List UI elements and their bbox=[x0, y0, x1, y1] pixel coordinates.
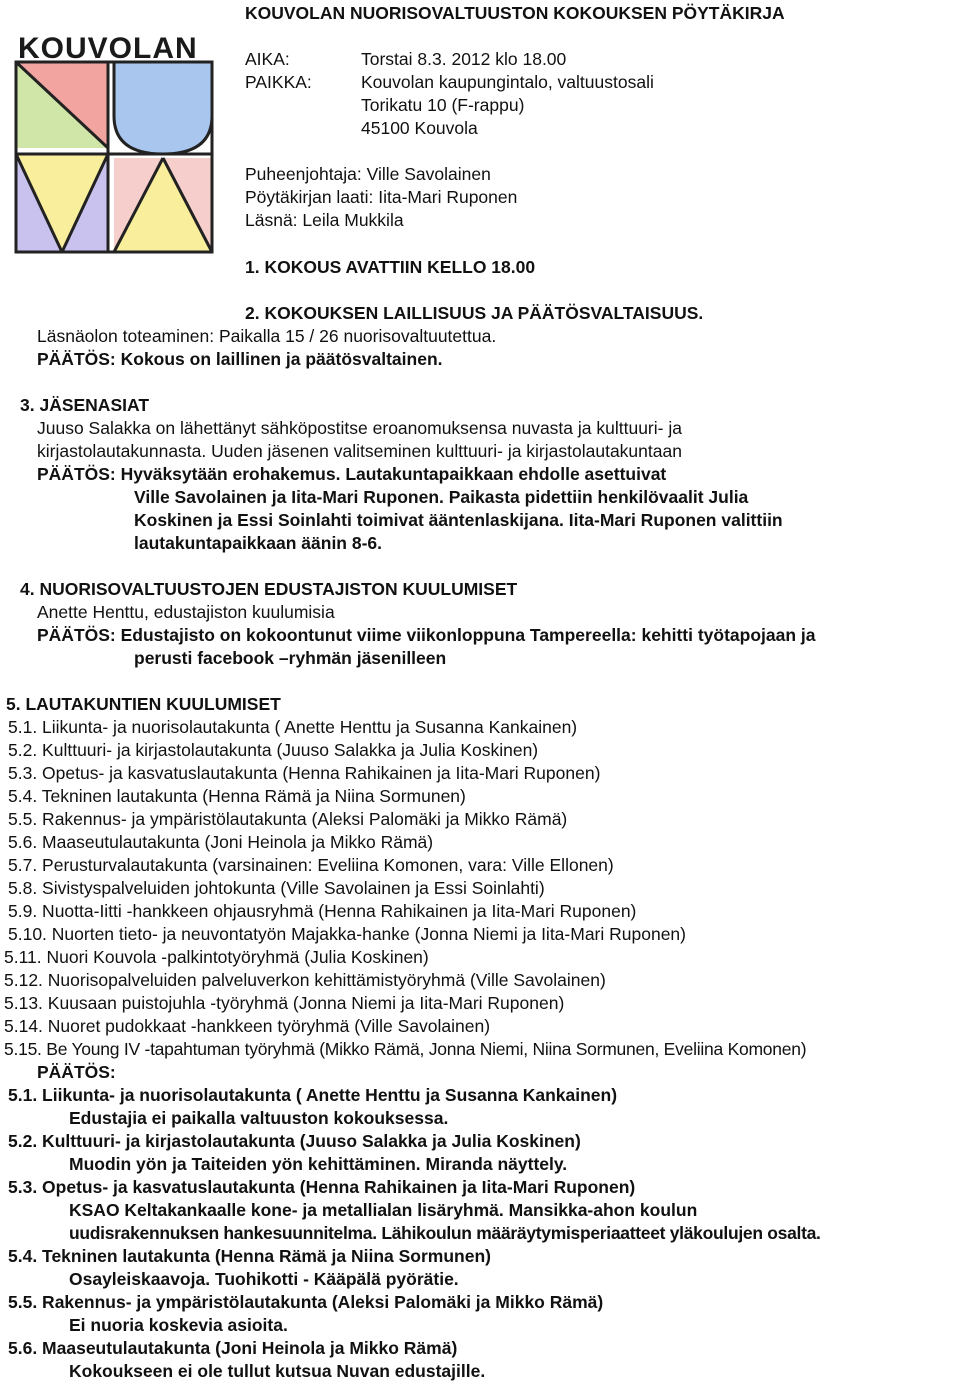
decision-title: 5.6. Maaseutulautakunta (Joni Heinola ja Mikko Rämä) bbox=[8, 1338, 458, 1358]
committee-item: 5.8. Sivistyspalveluiden johtokunta (Ville Savolainen ja Essi Soinlahti) bbox=[8, 878, 545, 898]
section-4-decision-2: perusti facebook –ryhmän jäsenilleen bbox=[134, 648, 447, 668]
committee-item: 5.15. Be Young IV -tapahtuman työryhmä (Mikko Rämä, Jonna Niemi, Niina Sormunen, Eveliina Komonen) bbox=[4, 1039, 807, 1059]
decision-title: 5.1. Liikunta- ja nuorisolautakunta ( Anette Henttu ja Susanna Kankainen) bbox=[8, 1085, 618, 1105]
section-4-text: Anette Henttu, edustajiston kuulumisia bbox=[37, 602, 335, 622]
logo-blue-u bbox=[114, 62, 212, 154]
decision-text: Kokoukseen ei ole tullut kutsua Nuvan edustajille. bbox=[69, 1361, 486, 1381]
section-3-decision-3: Koskinen ja Essi Soinlahti toimivat ääntenlaskijana. Iita-Mari Ruponen valittiin bbox=[134, 510, 783, 530]
committee-item: 5.4. Tekninen lautakunta (Henna Rämä ja Niina Sormunen) bbox=[8, 786, 466, 806]
committee-item: 5.12. Nuorisopalveluiden palveluverkon kehittämistyöryhmä (Ville Savolainen) bbox=[4, 970, 606, 990]
committee-item: 5.3. Opetus- ja kasvatuslautakunta (Henna Rahikainen ja Iita-Mari Ruponen) bbox=[8, 763, 601, 783]
section-3-text-2: kirjastolautakunnasta. Uuden jäsenen valitseminen kulttuuri- ja kirjastolautakuntaan bbox=[37, 441, 682, 461]
paikka-label: PAIKKA: bbox=[245, 72, 312, 92]
decision-text: Edustajia ei paikalla valtuuston kokouksessa. bbox=[69, 1108, 449, 1128]
section-2-heading: 2. KOKOUKSEN LAILLISUUS JA PÄÄTÖSVALTAISUUS. bbox=[245, 303, 704, 323]
committee-item: 5.2. Kulttuuri- ja kirjastolautakunta (Juuso Salakka ja Julia Koskinen) bbox=[8, 740, 539, 760]
decision-text: KSAO Keltakankaalle kone- ja metallialan lisäryhmä. Mansikka-ahon koulun bbox=[69, 1200, 698, 1220]
committee-item: 5.13. Kuusaan puistojuhla -työryhmä (Jonna Niemi ja Iita-Mari Ruponen) bbox=[4, 993, 565, 1013]
section-1-heading: 1. KOKOUS AVATTIIN KELLO 18.00 bbox=[245, 257, 536, 277]
section-2-text: Läsnäolon toteaminen: Paikalla 15 / 26 nuorisovaltuutettua. bbox=[37, 326, 497, 346]
paikka-line-2: Torikatu 10 (F-rappu) bbox=[361, 95, 525, 115]
decision-title: 5.2. Kulttuuri- ja kirjastolautakunta (Juuso Salakka ja Julia Koskinen) bbox=[8, 1131, 581, 1151]
paikka-line-1: Kouvolan kaupungintalo, valtuustosali bbox=[361, 72, 654, 92]
committee-item: 5.1. Liikunta- ja nuorisolautakunta ( Anette Henttu ja Susanna Kankainen) bbox=[8, 717, 578, 737]
committee-item: 5.14. Nuoret pudokkaat -hankkeen työryhmä (Ville Savolainen) bbox=[4, 1016, 491, 1036]
document-title: KOUVOLAN NUORISOVALTUUSTON KOKOUKSEN PÖYTÄKIRJA bbox=[245, 3, 785, 23]
attendees: Läsnä: Leila Mukkila bbox=[245, 210, 404, 230]
aika-label: AIKA: bbox=[245, 49, 290, 69]
section-2-decision: PÄÄTÖS: Kokous on laillinen ja päätösvaltainen. bbox=[37, 349, 443, 369]
committee-item: 5.9. Nuotta-Iitti -hankkeen ohjausryhmä (Henna Rahikainen ja Iita-Mari Ruponen) bbox=[8, 901, 637, 921]
section-4-heading: 4. NUORISOVALTUUSTOJEN EDUSTAJISTON KUULUMISET bbox=[20, 579, 518, 599]
section-3-decision-1: PÄÄTÖS: Hyväksytään erohakemus. Lautakuntapaikkaan ehdolle asettuivat bbox=[37, 464, 667, 484]
section-3-decision-2: Ville Savolainen ja Iita-Mari Ruponen. Paikasta pidettiin henkilövaalit Julia bbox=[134, 487, 749, 507]
decision-text: Ei nuoria koskevia asioita. bbox=[69, 1315, 288, 1335]
paikka-line-3: 45100 Kouvola bbox=[361, 118, 478, 138]
logo-text: KOUVOLAN bbox=[18, 32, 198, 65]
logo-graphic bbox=[14, 36, 216, 256]
section-3-text-1: Juuso Salakka on lähettänyt sähköpostitse eroanomuksensa nuvasta ja kulttuuri- ja bbox=[37, 418, 682, 438]
chairperson: Puheenjohtaja: Ville Savolainen bbox=[245, 164, 491, 184]
section-3-heading: 3. JÄSENASIAT bbox=[20, 395, 150, 415]
section-4-decision-1: PÄÄTÖS: Edustajisto on kokoontunut viime viikonloppuna Tampereella: kehitti työtapojaan ja bbox=[37, 625, 816, 645]
kouvola-logo bbox=[14, 32, 216, 256]
committee-item: 5.5. Rakennus- ja ympäristölautakunta (Aleksi Palomäki ja Mikko Rämä) bbox=[8, 809, 568, 829]
secretary: Pöytäkirjan laati: Iita-Mari Ruponen bbox=[245, 187, 518, 207]
decision-text: Muodin yön ja Taiteiden yön kehittäminen. Miranda näyttely. bbox=[69, 1154, 568, 1174]
decision-title: 5.4. Tekninen lautakunta (Henna Rämä ja Niina Sormunen) bbox=[8, 1246, 491, 1266]
decision-text: Osayleiskaavoja. Tuohikotti - Kääpälä pyörätie. bbox=[69, 1269, 459, 1289]
section-5-heading: 5. LAUTAKUNTIEN KUULUMISET bbox=[6, 694, 281, 714]
committee-item: 5.11. Nuori Kouvola -palkintotyöryhmä (Julia Koskinen) bbox=[4, 947, 429, 967]
section-5-decision-label: PÄÄTÖS: bbox=[37, 1062, 116, 1082]
section-3-decision-4: lautakuntapaikkaan äänin 8-6. bbox=[134, 533, 383, 553]
committee-item: 5.10. Nuorten tieto- ja neuvontatyön Majakka-hanke (Jonna Niemi ja Iita-Mari Ruponen) bbox=[8, 924, 686, 944]
committee-item: 5.7. Perusturvalautakunta (varsinainen: Eveliina Komonen, vara: Ville Ellonen) bbox=[8, 855, 614, 875]
aika-value: Torstai 8.3. 2012 klo 18.00 bbox=[361, 49, 567, 69]
committee-item: 5.6. Maaseutulautakunta (Joni Heinola ja Mikko Rämä) bbox=[8, 832, 434, 852]
decision-title: 5.3. Opetus- ja kasvatuslautakunta (Henna Rahikainen ja Iita-Mari Ruponen) bbox=[8, 1177, 636, 1197]
decision-title: 5.5. Rakennus- ja ympäristölautakunta (Aleksi Palomäki ja Mikko Rämä) bbox=[8, 1292, 604, 1312]
decision-text: uudisrakennuksen hankesuunnitelma. Lähikoulun määräytymisperiaatteet yläkoulujen osalta. bbox=[69, 1223, 821, 1243]
